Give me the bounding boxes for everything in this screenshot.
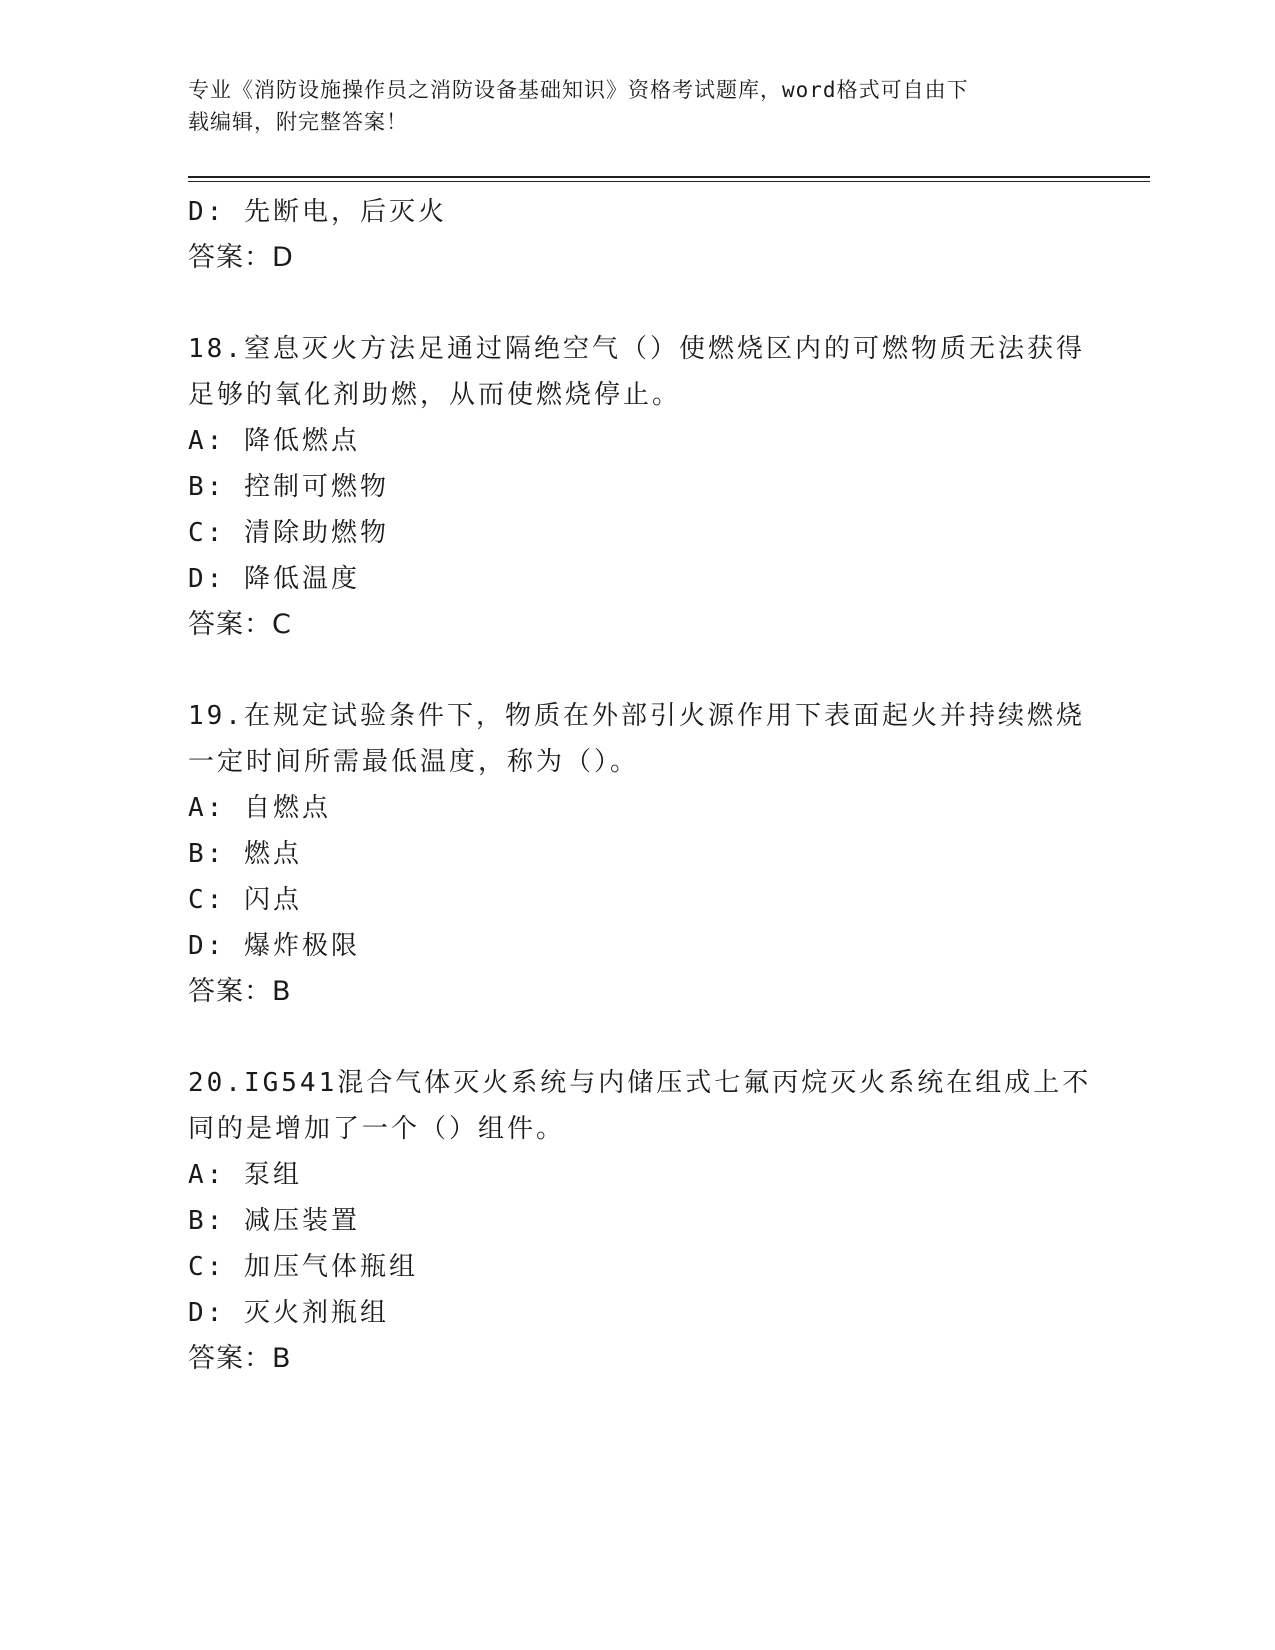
question-19 <box>188 693 1088 1015</box>
header-line-1: 专业《消防设施操作员之消防设备基础知识》资格考试题库，word格式可自由下 <box>188 78 969 102</box>
question-content <box>188 189 1092 1382</box>
option-a: A: 降低燃点 <box>188 426 360 456</box>
question-text-line: 19.在规定试验条件下，物质在外部引火源作用下表面起火并持续燃烧 <box>188 701 1085 731</box>
question-text-line: 同的是增加了一个（）组件。 <box>188 1114 566 1144</box>
header-divider-thick <box>188 176 1150 178</box>
question-text-line: 足够的氧化剂助燃，从而使燃烧停止。 <box>188 380 682 410</box>
question-text-line: 一定时间所需最低温度，称为（）。 <box>188 747 640 777</box>
answer: 答案：B <box>188 976 292 1007</box>
option-b: B: 控制可燃物 <box>188 472 389 502</box>
prev-option-d: D: 先断电，后灭火 <box>188 197 447 227</box>
header-divider-thin <box>188 181 1150 182</box>
prev-answer: 答案：D <box>188 242 294 273</box>
question-20 <box>188 1060 1092 1382</box>
question-18 <box>188 326 1088 648</box>
document-header <box>188 74 1068 138</box>
option-d: D: 爆炸极限 <box>188 931 360 961</box>
header-line-2: 载编辑，附完整答案！ <box>188 110 408 134</box>
question-text-line: 18.窒息灭火方法足通过隔绝空气（）使燃烧区内的可燃物质无法获得 <box>188 334 1085 364</box>
answer: 答案：B <box>188 1343 292 1374</box>
option-d: D: 降低温度 <box>188 564 360 594</box>
option-a: A: 泵组 <box>188 1160 302 1190</box>
question-text-line: 20.IG541混合气体灭火系统与内储压式七氟丙烷灭火系统在组成上不 <box>188 1068 1092 1098</box>
option-b: B: 燃点 <box>188 839 302 869</box>
option-c: C: 闪点 <box>188 885 302 915</box>
answer: 答案：C <box>188 609 292 640</box>
option-b: B: 减压装置 <box>188 1206 360 1236</box>
option-c: C: 加压气体瓶组 <box>188 1252 418 1282</box>
option-c: C: 清除助燃物 <box>188 518 389 548</box>
option-d: D: 灭火剂瓶组 <box>188 1298 389 1328</box>
option-a: A: 自燃点 <box>188 793 331 823</box>
